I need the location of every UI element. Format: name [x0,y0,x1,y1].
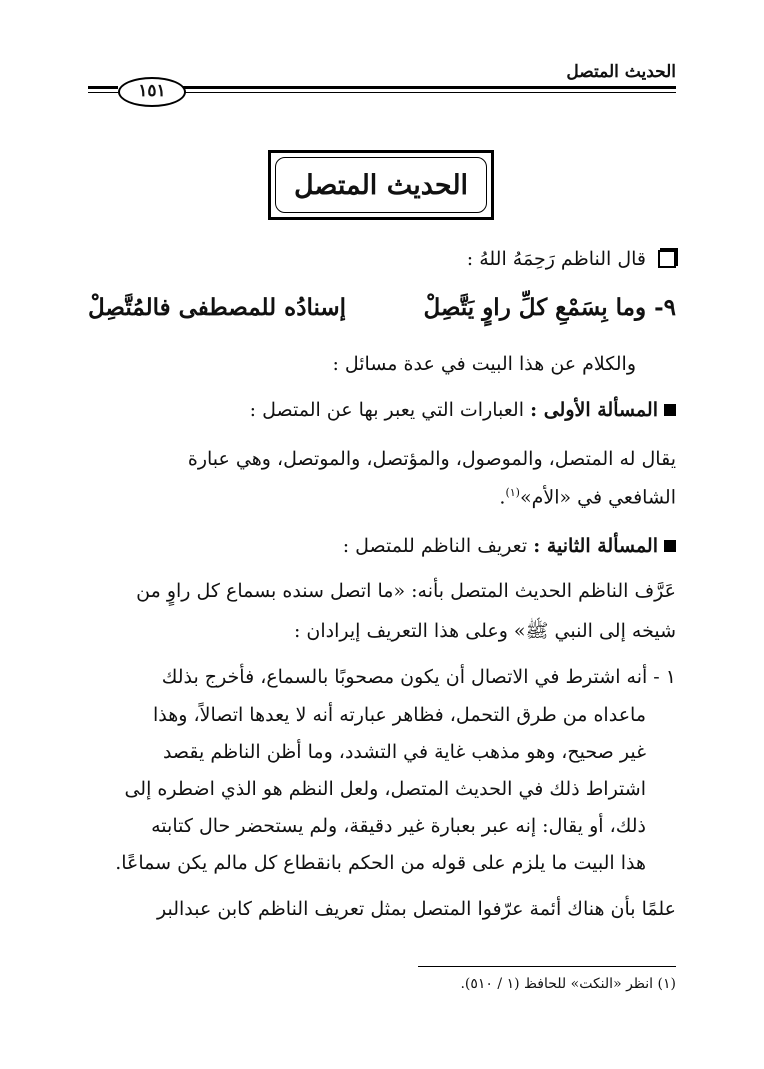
masala-1-line-2-text: الشافعي في «الأم» [519,486,676,509]
footnote: (١) انظر «النكت» للحافظ (١ / ٥١٠). [460,976,676,992]
masala-2-title: تعريف الناظم للمتصل : [342,535,528,557]
chapter-title-frame [275,157,487,213]
masala-1-title: العبارات التي يعبر بها عن المتصل : [249,399,525,421]
point-1-line-4: اشتراط ذلك في الحديث المتصل، ولعل النظم هو الذي اضطره إلى [124,778,646,800]
nazim-intro-line [88,248,676,270]
masala-1-line-2 [88,486,676,508]
footnote-rule [418,966,676,967]
masala-1-heading [88,399,676,421]
verse-first-hemistich: ٩- وما بِسَمْعِ كلِّ راوٍ يَتَّصِلْ [423,294,676,321]
filled-square-bullet-icon [664,404,676,416]
verse-second-hemistich: إسنادُه للمصطفى فالمُتَّصِلْ [88,294,347,321]
masala-2-label: المسألة الثانية : [533,535,658,557]
point-1-line-3: غير صحيح، وهو مذهب غاية في التشدد، وما أظن الناظم يقصد [162,741,646,763]
masala-1-line-2-end: . [499,486,506,509]
intro-line: والكلام عن هذا البيت في عدة مسائل : [332,353,636,375]
header-rule-left [88,86,118,93]
filled-square-bullet-icon [664,540,676,552]
masala-1-label: المسألة الأولى : [530,399,658,421]
masala-2-line-1: عَرَّف الناظم الحديث المتصل بأنه: «ما اتصل سنده بسماع كل راوٍ من [136,580,676,602]
point-1-line-7: علمًا بأن هناك أئمة عرّفوا المتصل بمثل تعريف الناظم كابن عبدالبر [157,898,676,920]
poem-verse [88,294,676,321]
point-1-line-5: ذلك، أو يقال: إنه عبر بعبارة غير دقيقة، ولم يستحضر حال كتابته [151,815,646,837]
chapter-title: الحديث المتصل [293,169,469,201]
point-1-line-2: ماعداه من طرق التحمل، فظاهر عبارته أنه لا يعدها اتصالاً، وهذا [152,704,646,726]
nazim-intro: قال الناظم رَحِمَهُ اللهُ : [466,248,646,270]
footnote-ref: (١) [505,486,520,499]
page-number: ١٥١ [118,77,186,107]
masala-2-line-2: شيخه إلى النبي ﷺ» وعلى هذا التعريف إيرادان : [293,620,676,642]
running-title: الحديث المتصل [566,62,676,82]
masala-1-line-1: يقال له المتصل، والموصول، والمؤتصل، والموتصل، وهي عبارة [187,448,676,470]
open-square-bullet-icon [658,250,676,268]
masala-2-heading [88,535,676,557]
header-rule [176,86,676,93]
point-1-line-6: هذا البيت ما يلزم على قوله من الحكم بانقطاع كل مالم يكن سماعًا. [115,852,646,874]
point-1-line-1: ١ - أنه اشترط في الاتصال أن يكون مصحوبًا بالسماع، فأخرج بذلك [161,666,676,688]
chapter-title-box [268,150,494,220]
